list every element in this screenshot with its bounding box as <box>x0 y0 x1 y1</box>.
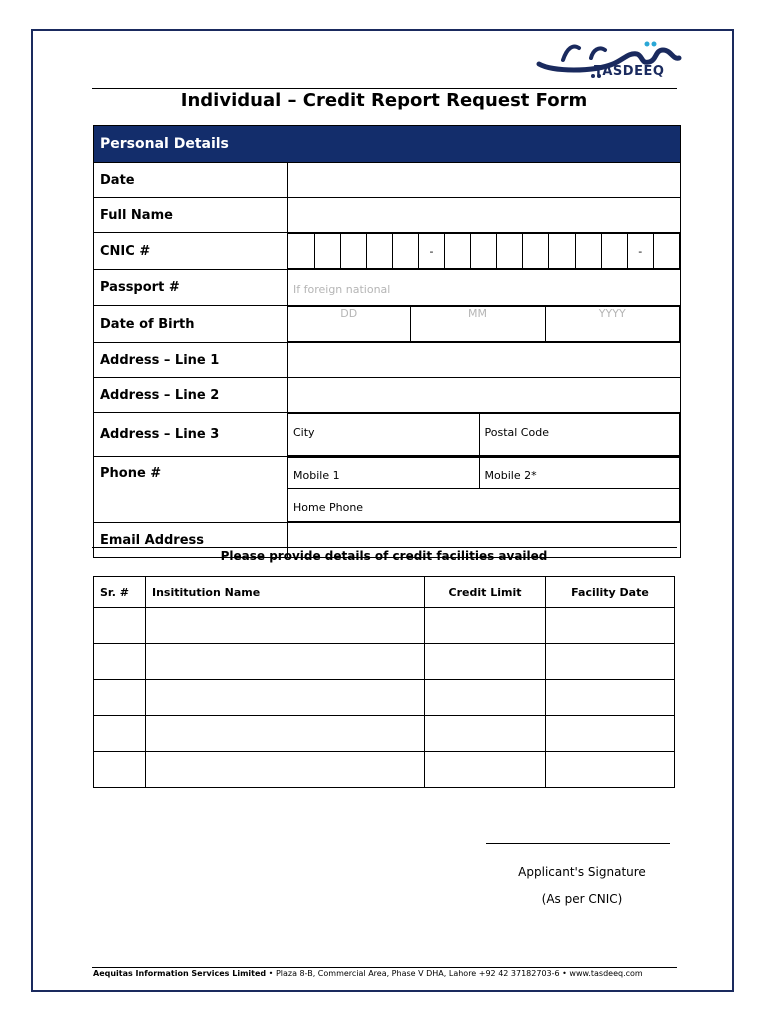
sr-cell[interactable] <box>94 752 146 788</box>
credit-limit-cell[interactable] <box>425 752 546 788</box>
address-line2-field[interactable] <box>288 378 681 413</box>
dob-month-field[interactable]: MM <box>410 307 545 342</box>
facilities-rule <box>92 547 677 548</box>
email-label: Email Address <box>94 523 288 558</box>
signature-line[interactable] <box>486 843 670 844</box>
home-phone-label: Home Phone <box>293 500 364 514</box>
dob-year-field[interactable]: YYYY <box>545 307 680 342</box>
cnic-digit-box[interactable] <box>314 234 340 269</box>
cnic-dash: - <box>627 234 653 269</box>
col-header-institution: Insititution Name <box>146 577 425 608</box>
cnic-field[interactable] <box>288 233 681 270</box>
sr-cell[interactable] <box>94 608 146 644</box>
institution-cell[interactable] <box>146 752 425 788</box>
credit-limit-cell[interactable] <box>425 644 546 680</box>
cnic-digit-box[interactable] <box>445 234 471 269</box>
passport-label: Passport # <box>94 270 288 306</box>
dob-label: Date of Birth <box>94 306 288 343</box>
dob-field <box>288 306 681 343</box>
signature-block <box>496 859 668 913</box>
date-field[interactable] <box>288 163 681 198</box>
credit-limit-cell[interactable] <box>425 716 546 752</box>
table-row <box>94 752 675 788</box>
facility-date-cell[interactable] <box>546 716 675 752</box>
footer-website[interactable]: www.tasdeeq.com <box>569 969 643 978</box>
sr-cell[interactable] <box>94 680 146 716</box>
footer-company: Aequitas Information Services Limited <box>93 969 267 978</box>
address-line3-label: Address – Line 3 <box>94 413 288 457</box>
cnic-digit-box[interactable] <box>523 234 549 269</box>
cnic-digit-box[interactable] <box>288 234 314 269</box>
footer-address: Plaza 8-B, Commercial Area, Phase V DHA, Lahore +92 42 37182703-6 <box>275 969 560 978</box>
facility-date-cell[interactable] <box>546 608 675 644</box>
credit-limit-cell[interactable] <box>425 680 546 716</box>
cnic-digit-box[interactable] <box>366 234 392 269</box>
signature-label: Applicant's Signature <box>518 865 646 879</box>
personal-details-header: Personal Details <box>94 126 681 163</box>
address-line1-label: Address – Line 1 <box>94 343 288 378</box>
passport-placeholder: If foreign national <box>293 283 391 296</box>
cnic-digit-box[interactable] <box>653 234 679 269</box>
cnic-digit-box[interactable] <box>549 234 575 269</box>
cnic-digit-box[interactable] <box>601 234 627 269</box>
signature-note: (As per CNIC) <box>541 892 623 906</box>
cnic-dash: - <box>418 234 444 269</box>
cnic-label: CNIC # <box>94 233 288 270</box>
cnic-digit-box[interactable] <box>575 234 601 269</box>
city-label: City <box>293 426 315 439</box>
dob-boxes <box>288 306 680 342</box>
sr-cell[interactable] <box>94 716 146 752</box>
footer-rule <box>92 967 677 968</box>
facilities-table <box>93 576 675 788</box>
institution-cell[interactable] <box>146 680 425 716</box>
phone-label: Phone # <box>94 457 288 523</box>
form-title: Individual – Credit Report Request Form <box>180 90 588 111</box>
col-header-sr: Sr. # <box>94 577 146 608</box>
mobile2-field[interactable] <box>479 458 680 489</box>
institution-cell[interactable] <box>146 608 425 644</box>
institution-cell[interactable] <box>146 716 425 752</box>
table-row <box>94 608 675 644</box>
cnic-digit-box[interactable] <box>392 234 418 269</box>
facilities-heading: Please provide details of credit facilities availed <box>220 549 548 563</box>
phone-field <box>288 457 681 523</box>
cnic-digit-box[interactable] <box>497 234 523 269</box>
date-label: Date <box>94 163 288 198</box>
facility-date-cell[interactable] <box>546 680 675 716</box>
table-row <box>94 680 675 716</box>
full-name-label: Full Name <box>94 198 288 233</box>
phone-split <box>288 457 680 522</box>
logo-wordmark: TASDEEQ <box>594 64 665 79</box>
institution-cell[interactable] <box>146 644 425 680</box>
col-header-facility-date: Facility Date <box>546 577 675 608</box>
col-header-credit-limit: Credit Limit <box>425 577 546 608</box>
footer-bullet: • <box>268 969 274 978</box>
personal-details-table <box>93 125 681 558</box>
dob-day-field[interactable]: DD <box>288 307 410 342</box>
full-name-field[interactable] <box>288 198 681 233</box>
address-line3-field <box>288 413 681 457</box>
city-field[interactable] <box>288 414 479 456</box>
table-row <box>94 644 675 680</box>
footer-bullet: • <box>562 969 567 978</box>
home-phone-field[interactable] <box>288 489 680 522</box>
address-line1-field[interactable] <box>288 343 681 378</box>
sr-cell[interactable] <box>94 644 146 680</box>
address-line2-label: Address – Line 2 <box>94 378 288 413</box>
mobile1-field[interactable] <box>288 458 479 489</box>
facility-date-cell[interactable] <box>546 752 675 788</box>
passport-field[interactable] <box>288 270 681 306</box>
credit-limit-cell[interactable] <box>425 608 546 644</box>
mobile2-label: Mobile 2* <box>484 468 537 482</box>
title-rule <box>92 88 677 89</box>
table-row <box>94 716 675 752</box>
address-line3-split <box>288 413 680 456</box>
cnic-boxes <box>288 233 680 269</box>
postal-code-field[interactable] <box>479 414 680 456</box>
postal-code-label: Postal Code <box>484 426 549 439</box>
footer <box>93 969 643 978</box>
mobile1-label: Mobile 1 <box>293 468 340 482</box>
cnic-digit-box[interactable] <box>471 234 497 269</box>
facility-date-cell[interactable] <box>546 644 675 680</box>
cnic-digit-box[interactable] <box>340 234 366 269</box>
